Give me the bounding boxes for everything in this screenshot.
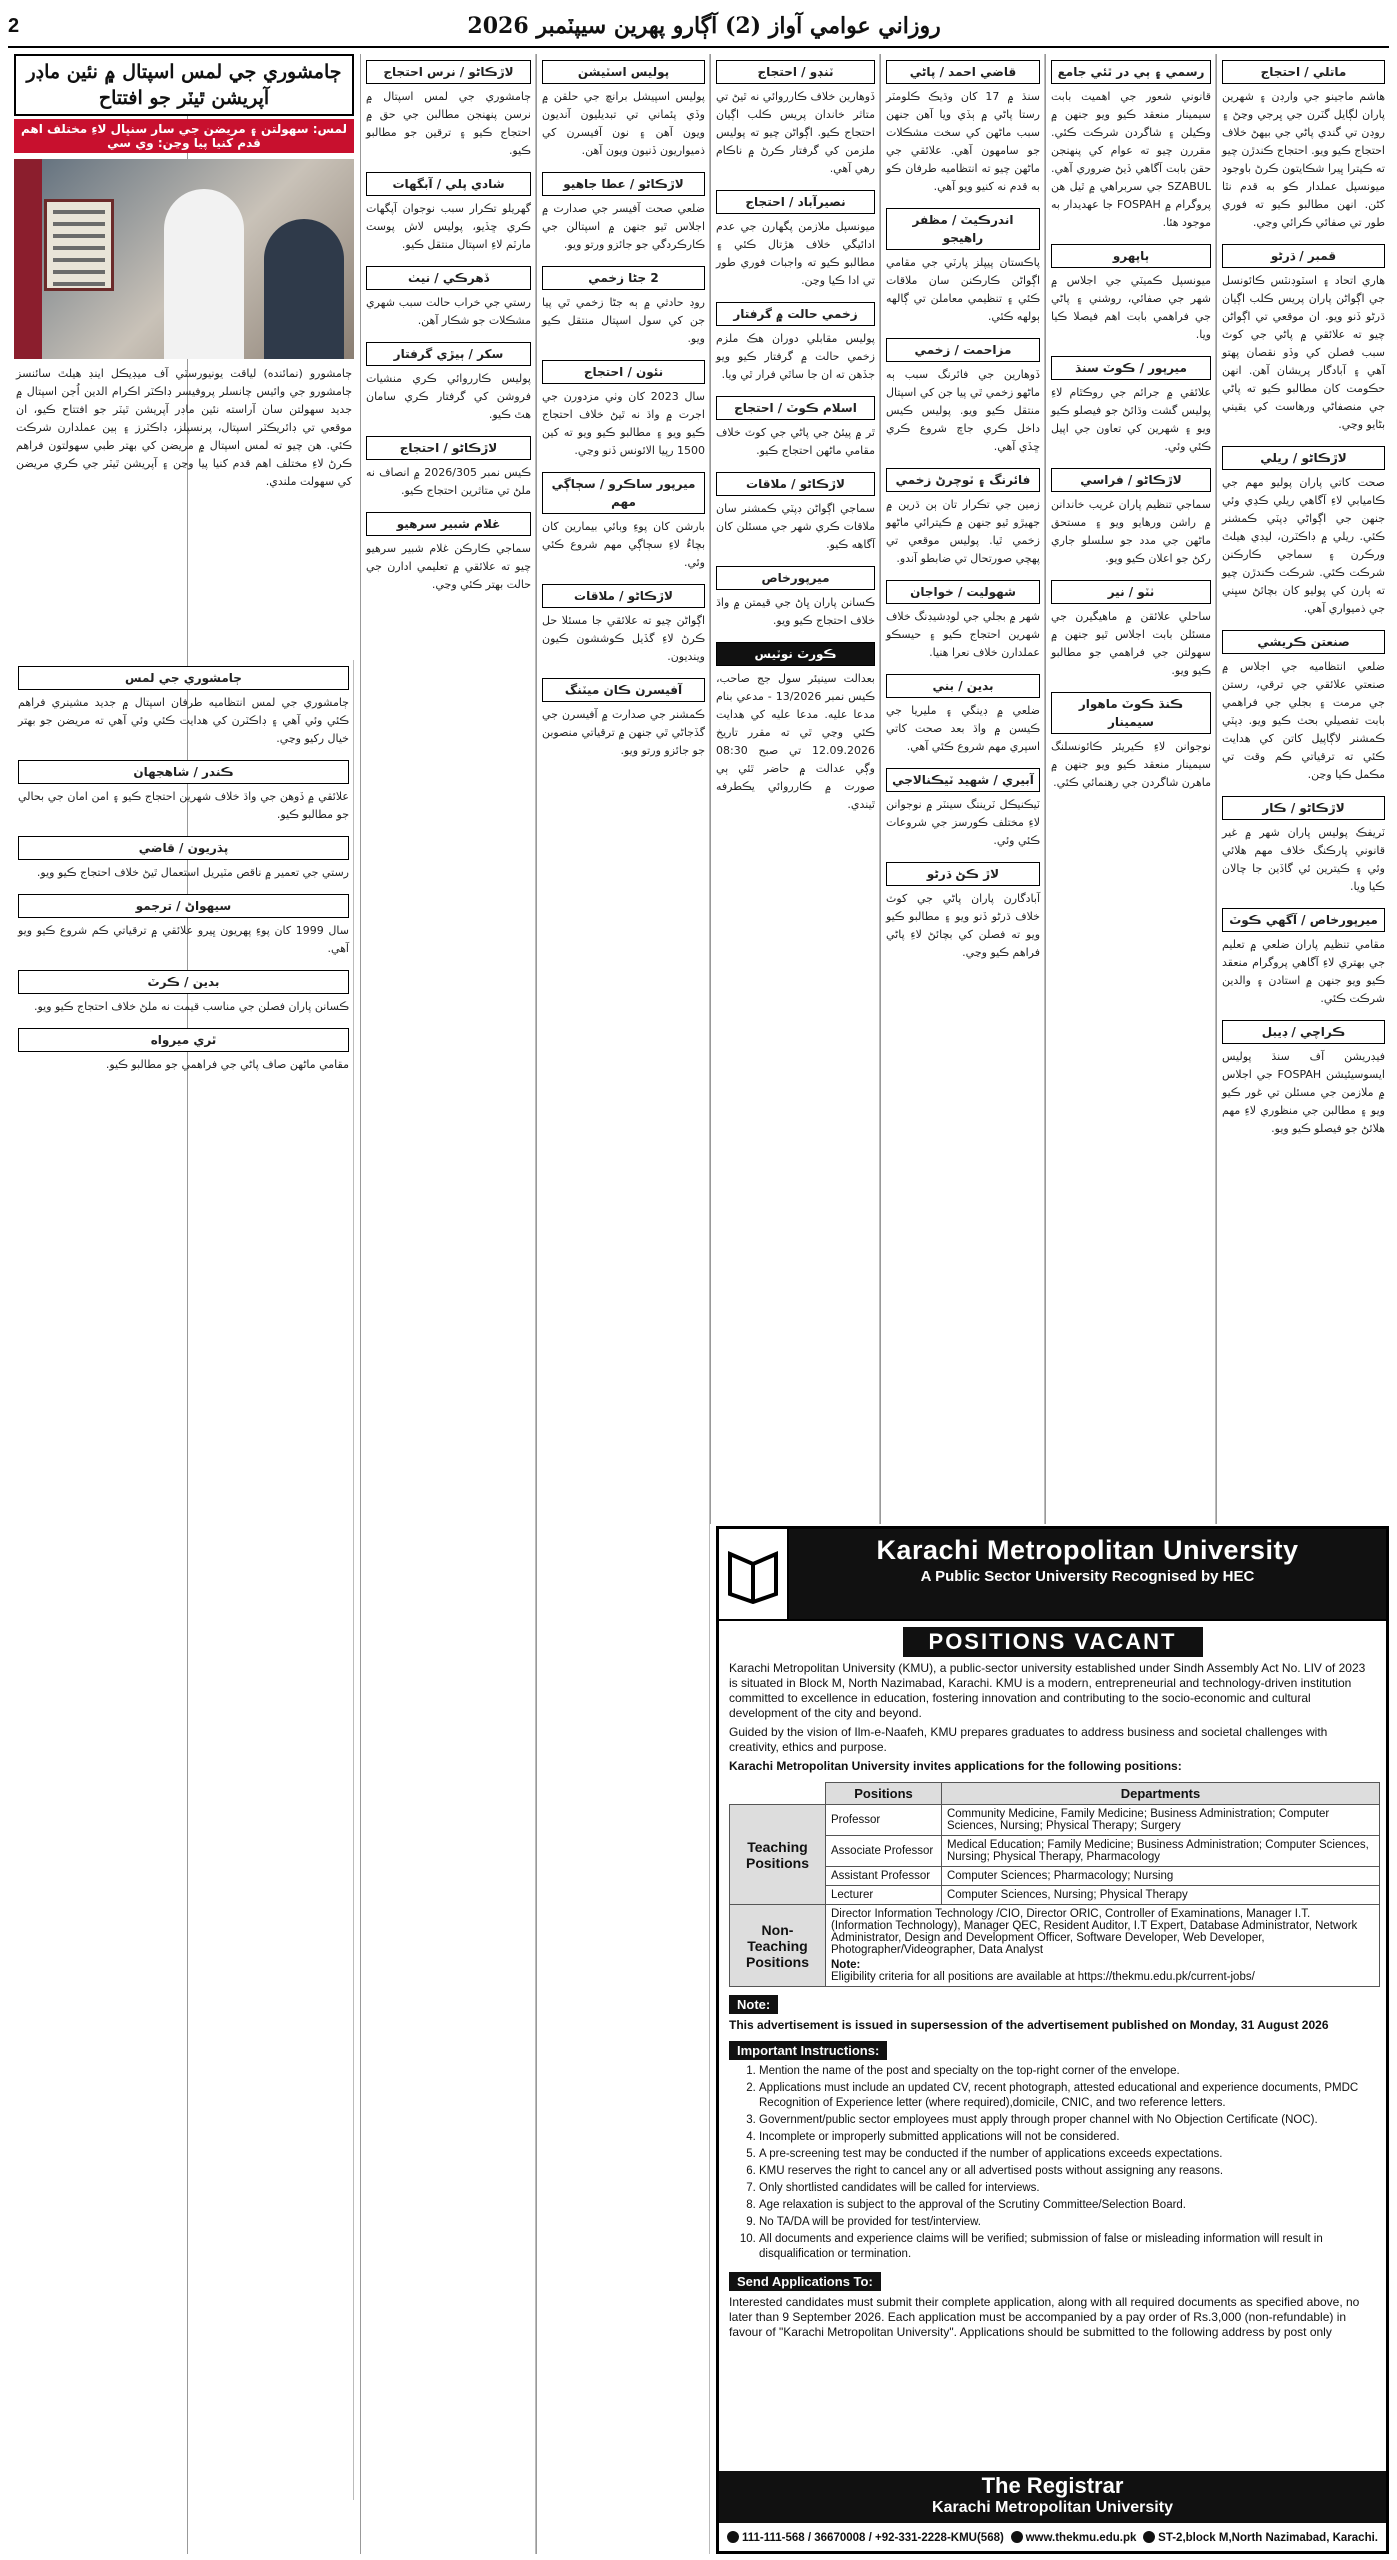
story-body: مقامي تنظيم پاران ضلعي ۾ تعليم جي بهتري لاءِ آگاهي پروگرام منعقد ڪيو ويو جنهن ۾ استادن ۽ والدين شرڪت ڪئي. xyxy=(1222,938,1385,1005)
departments-cell: Community Medicine, Family Medicine; Business Administration; Computer Sciences, Nursing; Physical Therapy; Surgery xyxy=(941,1805,1379,1836)
story-body: ڪسانن پاران ڀاڻ جي قيمتن ۾ واڌ خلاف احتجاج ڪيو ويو. xyxy=(716,596,875,627)
news-column-1 xyxy=(1218,54,1389,1524)
story-body: سال 1999 کان پوءِ پهريون ڀيرو علائقي ۾ ترقياتي ڪم شروع ڪيو ويو آهي. xyxy=(18,924,349,955)
news-story xyxy=(712,296,879,390)
instructions-list xyxy=(719,2060,1386,2262)
phone-icon xyxy=(727,2531,739,2543)
instruction-item: 10. All documents and experience claims will be verified; submission of false or misleading information will result in disqualification or termination. xyxy=(759,2232,1374,2262)
news-story xyxy=(362,166,535,260)
story-body: ضلعي صحت آفيسر جي صدارت ۾ اجلاس ٿيو جنهن ۾ اسپتالن جي ڪارڪردگي جو جائزو ورتو ويو. xyxy=(542,202,705,251)
story-body: ڄامشوري جي لمس انتظاميه طرفان اسپتال ۾ جديد مشينري فراهم ڪئي وئي آهي ۽ ڊاڪٽرن کي هدايت ڪئي وئي آهي ته مريضن جو بهتر خيال رکيو وڃي. xyxy=(18,696,349,745)
story-headline: لاڙڪاڻو / احتجاج xyxy=(366,436,531,460)
story-headline: 2 جڻا زخمي xyxy=(542,266,705,290)
story-headline: آبيري / شهيد ٽيڪنالاجي xyxy=(886,768,1040,792)
news-story xyxy=(362,260,535,336)
position-cell: Professor xyxy=(826,1805,942,1836)
story-headline: شهوليت / خواجان xyxy=(886,580,1040,604)
phone-info xyxy=(727,2531,1004,2544)
news-story xyxy=(14,660,353,754)
non-teaching-list: Director Information Technology /CIO, Director ORIC, Controller of Examinations, Manager I.T. (Information Technology), Manager QEC, Resident Auditor, I.T Expert, Database Administrator, Network Administrator, Design and Development Officer, Software Developer, Web Developer, Photographer/Videographer, Data Analyst xyxy=(831,1908,1358,1956)
story-headline: ماتلي / احتجاج xyxy=(1222,60,1385,84)
story-body: پوليس مقابلي دوران هڪ ملزم زخمي حالت ۾ گرفتار ڪيو ويو جڏهن ته ان جا ساٿي فرار ٿي ويا. xyxy=(716,332,875,381)
news-story xyxy=(1218,624,1389,790)
web-info xyxy=(1011,2531,1137,2544)
column-rule xyxy=(536,54,537,2554)
news-story xyxy=(538,578,709,672)
story-headline: پوليس اسٽيشن xyxy=(542,60,705,84)
story-headline: لاڙڪاڻو / ملاقات xyxy=(542,584,705,608)
story-headline: اندرڪيٽ / مظفر راهيجو xyxy=(886,208,1040,250)
story-body: ھاشم ماجينو جي وارڊن ۽ شهرين پاران لڳايل گٽرن جي ڀرجي وڃڻ ۽ روڊن تي گندي پاڻي جي بيهڻ خلاف احتجاج ڪيو ويو. احتجاج ڪندڙن چيو ته ڪيترا ڀيرا شڪايتون ڪرڻ باوجود ميونسپل عملدار ڪو به قدم نٿا کڻن. انهن مطالبو ڪيو ته فوري طور تي صفائي ڪرائي وڃي. xyxy=(1222,90,1385,229)
news-story xyxy=(538,260,709,354)
story-headline: ميرپورخاص xyxy=(716,566,875,590)
story-body: ميونسپل ڪميٽي جي اجلاس ۾ شهر جي صفائي، روشني ۽ پاڻي جي فراهمي بابت اهم فيصلا ڪيا ويا. xyxy=(1051,274,1211,341)
story-headline: نئون / احتجاج xyxy=(542,360,705,384)
story-body: شهر ۾ بجلي جي لوڊشيڊنگ خلاف شهرين احتجاج ڪيو ۽ حيسڪو عملدارن خلاف نعرا هنيا. xyxy=(886,610,1040,659)
column-rule xyxy=(1045,54,1046,1524)
curtain-shape xyxy=(14,159,42,359)
story-headline: ڪورٽ نوٽيس xyxy=(716,642,875,666)
send-label: Send Applications To: xyxy=(729,2272,881,2291)
story-body: ھاري اتحاد ۽ اسٽوڊنٽس ڪائونسل جي اڳواڻن پاران پريس ڪلب اڳيان ڌرڻو ڏنو ويو. ان موقعي تي اڳواڻن چيو ته علائقي ۾ پاڻي جي کوٽ سبب فصلن کي وڏو نقصان پهتو آهي ۽ آبادگار پريشان آهن. انهن حڪومت کان مطالبو ڪيو ته پاڻي جي منصفاڻي ورهاست کي يقيني بڻايو وڃي. xyxy=(1222,274,1385,431)
news-column-7 xyxy=(14,660,354,2500)
university-logo-icon xyxy=(719,1529,789,1619)
news-story xyxy=(1047,350,1215,462)
ad-invites: Karachi Metropolitan University invites applications for the following positions: xyxy=(729,1759,1182,1773)
plaque-shape xyxy=(44,199,114,291)
story-headline: ڪراچي / ڊيبل xyxy=(1222,1020,1385,1044)
send-text: Interested candidates must submit their complete application, along with all required documents as specified above, no later than 9 September 2026. Each application must be accompanied by a pay order of Rs.3,000 (non-refundable) in favour of "Karachi Metropolitan University". Applications should be submitted to the following address by post only xyxy=(729,2295,1360,2339)
news-story xyxy=(1218,54,1389,238)
story-body: فيڊريشن آف سنڌ پوليس ايسوسيئيشن FOSPAH جي اجلاس ۾ ملازمن جي مسئلن تي غور ڪيو ويو ۽ مطالبن جي منظوري لاءِ مهم هلائڻ جو فيصلو ڪيو ويو. xyxy=(1222,1050,1385,1135)
story-headline: لاڙڪاڻو / ڪار xyxy=(1222,796,1385,820)
story-body: ڏوهارين خلاف ڪارروائي نه ٿيڻ تي متاثر خاندان پريس ڪلب اڳيان احتجاج ڪيو. اڳواڻن چيو ته پوليس ملزمن کي گرفتار ڪرڻ ۾ ناڪام رهي آهي. xyxy=(716,90,875,175)
positions-vacant-banner: POSITIONS VACANT xyxy=(903,1627,1203,1657)
story-body: ڪيس نمبر 2026/305 ۾ انصاف نه ملڻ تي متاثرين احتجاج ڪيو. xyxy=(366,466,531,497)
news-story xyxy=(362,336,535,430)
news-story xyxy=(882,856,1044,968)
news-story xyxy=(1047,462,1215,574)
story-body: صحت کاتي پاران پوليو مهم جي ڪاميابي لاءِ آگاهي ريلي ڪڍي وئي جنهن جي اڳواڻي ڊپٽي ڪمشنر ڪئي. ريلي ۾ ڊاڪٽرن، ليڊي هيلٿ ورڪرن ۽ سماجي ڪارڪنن شرڪت ڪئي. شرڪت ڪندڙن چيو ته ٻارن کي پوليو کان بچائڻ سڀني جي ذميواري آهي. xyxy=(1222,476,1385,615)
news-story xyxy=(14,964,353,1022)
news-story xyxy=(712,390,879,466)
university-name: Karachi Metropolitan University xyxy=(876,1535,1299,1565)
news-story xyxy=(14,888,353,964)
news-story xyxy=(14,754,353,830)
column-rule xyxy=(710,54,711,1524)
story-headline: شادي پلي / آبگهات xyxy=(366,172,531,196)
story-headline: ميرپورخاص / آگهي ڪوٽ xyxy=(1222,908,1385,932)
job-advertisement xyxy=(716,1526,1389,2554)
story-headline: لاڙڪاڻو / ملاقات xyxy=(716,472,875,496)
story-body: سال 2023 کان وٺي مزدورن جي اجرت ۾ واڌ نه ٿيڻ خلاف احتجاج ڪيو ويو ۽ مطالبو ڪيو ويو ته کين 1500 رپيا الائونس ڏنو وڃي. xyxy=(542,390,706,457)
address-info xyxy=(1143,2531,1378,2544)
column-rule xyxy=(1216,54,1217,1524)
news-story xyxy=(1047,574,1215,686)
news-story xyxy=(1218,1014,1389,1144)
contact-bar xyxy=(719,2523,1386,2551)
story-headline: لاڙڪاڻو / فراسي xyxy=(1051,468,1211,492)
news-story xyxy=(882,54,1044,202)
story-headline: اسلام ڪوٽ / احتجاج xyxy=(716,396,875,420)
eligibility-text: Eligibility criteria for all positions are available at https://thekmu.edu.pk/current-jobs/ xyxy=(831,1971,1255,1983)
story-headline: آفيسرن ڪان ميٽنگ xyxy=(542,678,705,702)
story-headline: قمبر / ڌرڻو xyxy=(1222,244,1385,268)
news-story xyxy=(882,574,1044,668)
story-headline: ميرپور / ڪوٽ سنڌ xyxy=(1051,356,1211,380)
note-text: This advertisement is issued in supersession of the advertisement published on Monday, 31 August 2026 xyxy=(729,2018,1329,2032)
story-body: ٽريفڪ پوليس پاران شهر ۾ غير قانوني پارڪنگ خلاف مهم هلائي وئي ۽ ڪيترين ئي گاڏين جا چالان ڪيا ويا. xyxy=(1222,826,1385,893)
registrar-org: Karachi Metropolitan University xyxy=(932,2499,1173,2516)
instruction-item: 6. KMU reserves the right to cancel any or all advertised posts without assigning any reasons. xyxy=(759,2164,1374,2179)
story-headline: بدين / ڪرٽ xyxy=(18,970,349,994)
story-headline: لاڙڪاڻو / ريلي xyxy=(1222,446,1385,470)
instruction-item: 3. Government/public sector employees must apply through proper channel with No Objection Certificate (NOC). xyxy=(759,2113,1374,2128)
news-story xyxy=(712,560,879,636)
news-story xyxy=(538,672,709,766)
registrar-block xyxy=(719,2471,1386,2523)
news-story xyxy=(538,166,709,260)
instruction-item: 2. Applications must include an updated CV, recent photograph, attested educational and experience documents, PMDC Recognition of Experience letter (where required),domicile, CNIC, and two reference letters. xyxy=(759,2081,1374,2111)
instruction-item: 1. Mention the name of the post and specialty on the top-right corner of the envelope. xyxy=(759,2064,1374,2079)
news-story xyxy=(362,430,535,506)
instruction-item: 4. Incomplete or improperly submitted applications will not be considered. xyxy=(759,2130,1374,2145)
instruction-item: 9. No TA/DA will be provided for test/interview. xyxy=(759,2215,1374,2230)
story-body: نوجوانن لاءِ ڪيريئر ڪائونسلنگ سيمينار منعقد ڪيو ويو جنهن ۾ ماهرن شاگردن جي رهنمائي ڪئي. xyxy=(1051,740,1211,789)
position-cell: Lecturer xyxy=(826,1886,942,1905)
news-story xyxy=(362,506,535,600)
column-rule xyxy=(880,54,881,1524)
story-headline: ڄامشوري جي لمس xyxy=(18,666,349,690)
story-body: ضلعي انتظاميه جي اجلاس ۾ صنعتي علائقي جي ترقي، رستن جي مرمت ۽ بجلي جي فراهمي بابت تفصيلي بحث ڪيو ويو. ڊپٽي ڪمشنر لاڳاپيل کاتن کي هدايت ڪئي ته ترقياتي ڪم وقت تي مڪمل ڪيا وڃن. xyxy=(1222,660,1385,781)
address-text: ST-2,block M,North Nazimabad, Karachi. xyxy=(1158,2531,1378,2544)
news-story xyxy=(882,332,1044,462)
story-body: ضلعي ۾ ڊينگي ۽ مليريا جي ڪيسن ۾ واڌ بعد صحت کاتي اسپري مهم شروع ڪئي آهي. xyxy=(886,704,1040,753)
registrar-title: The Registrar xyxy=(981,2473,1124,2498)
instruction-item: 5. A pre-screening test may be conducted if the number of applications exceeds expectations. xyxy=(759,2147,1374,2162)
phone-text: 111-111-568 / 36670008 / +92-331-2228-KMU(568) xyxy=(742,2531,1004,2544)
news-column-2 xyxy=(1047,54,1216,1524)
story-headline: رسمي ۽ ٻي در ٿئي جامع xyxy=(1051,60,1211,84)
location-icon xyxy=(1143,2531,1155,2543)
story-body: ڪسانن پاران فصلن جي مناسب قيمت نه ملڻ خلاف احتجاج ڪيو ويو. xyxy=(33,1000,349,1013)
story-headline: ٽنڊو / احتجاج xyxy=(716,60,875,84)
news-story xyxy=(712,636,879,820)
story-body: علائقي ۾ جرائم جي روڪٿام لاءِ پوليس گشت وڌائڻ جو فيصلو ڪيو ويو ۽ شهرين کي تعاون جي اپيل ڪئي وئي. xyxy=(1051,386,1211,453)
story-body: رستي جي خراب حالت سبب شهري مشڪلات جو شڪار آهن. xyxy=(366,296,531,327)
positions-header: Positions xyxy=(826,1783,942,1805)
non-teaching-label: Non-Teaching Positions xyxy=(730,1905,826,1987)
teaching-label: Teaching Positions xyxy=(730,1805,826,1905)
story-body: پوليس اسپيشل برانچ جي حلقن ۾ وڏي پئماني تي تبديليون آنديون ويون آهن ۽ نون آفيسرن کي ذميواريون ڏنيون ويون آهن. xyxy=(542,90,705,157)
globe-icon xyxy=(1011,2531,1023,2543)
note-label: Note: xyxy=(729,1995,778,2014)
person-shape xyxy=(164,189,244,359)
news-story xyxy=(882,462,1044,574)
news-story xyxy=(538,54,709,166)
news-story xyxy=(538,466,709,578)
lead-body: ڄامشورو (نمائنده) لياقت يونيورسٽي آف ميڊيڪل اينڊ هيلٿ سائنسز ڄامشورو جي وائيس چانسلر پروفيسر ڊاڪٽر اڪرام الدين اُجن اسپتال ۾ جديد سهولتن سان آراسته نئين ماڊر آپريشن ٿيٽر جو افتتاح ڪيو، ان موقعي تي ڊائريڪٽر اسپتال، پرنسپلز، ڊاڪٽرز ۽ ٻين عملدارن شرڪت ڪئي. هن چيو ته لمس اسپتال ۾ مريضن کي بهتر طبي سهولتون فراهم ڪرڻ لاءِ مختلف اهم قدم کنيا پيا وڃن ۽ آپريشن ٿيٽر جي ڪري مريضن کي سهولت ملندي. xyxy=(16,367,352,488)
news-story xyxy=(882,668,1044,762)
instructions-label: Important Instructions: xyxy=(729,2041,887,2060)
story-headline: ڏهرڪي / نيٺ xyxy=(366,266,531,290)
story-body: روڊ حادثي ۾ ٻه جڻا زخمي ٿي پيا جن کي سول اسپتال منتقل ڪيو ويو. xyxy=(542,296,705,345)
university-tagline: A Public Sector University Recognised by HEC xyxy=(920,1568,1255,1585)
story-body: سماجي تنظيم پاران غريب خاندانن ۾ راشن ورهايو ويو ۽ مستحق ماڻهن جي مدد جو سلسلو جاري رکڻ جو اعلان ڪيو ويو. xyxy=(1051,498,1211,565)
story-body: ڪمشنر جي صدارت ۾ آفيسرن جي گڏجاڻي ٿي جنهن ۾ ترقياتي منصوبن جو جائزو ورتو ويو. xyxy=(542,708,705,757)
news-story xyxy=(538,354,709,466)
story-body: اڳواڻن چيو ته علائقي جا مسئلا حل ڪرڻ لاءِ گڏيل ڪوششون ڪيون وينديون. xyxy=(542,614,705,663)
story-headline: لاڙڪاڻو / نرس احتجاج xyxy=(366,60,531,84)
newspaper-title: روزاني عوامي آواز (2) آڳارو پھرين سيپٽمبر 2026 xyxy=(467,13,941,39)
story-body: سماجي اڳواڻن ڊپٽي ڪمشنر سان ملاقات ڪري شهر جي مسئلن کان آگاهه ڪيو. xyxy=(716,502,875,551)
news-column-5 xyxy=(538,54,710,2554)
news-column-4 xyxy=(712,54,880,1524)
positions-table xyxy=(729,1782,1380,1987)
story-headline: مزاحمت / زخمي xyxy=(886,338,1040,362)
story-body: آبادگارن پاران پاڻي جي کوٽ خلاف ڌرڻو ڏنو ويو ۽ مطالبو ڪيو ويو ته فصلن کي بچائڻ لاءِ پاڻي فراهم ڪيو وڃي. xyxy=(886,892,1040,959)
story-body: مقامي ماڻهن صاف پاڻي جي فراهمي جو مطالبو ڪيو. xyxy=(105,1058,349,1071)
lead-headline: ڄامشوري جي لمس اسپتال ۾ نئين ماڊر آپريشن ٿيٽر جو افتتاح xyxy=(14,54,354,116)
story-body: رستي جي تعمير ۾ ناقص مٽيريل استعمال ٿيڻ خلاف احتجاج ڪيو ويو. xyxy=(36,866,349,879)
news-story xyxy=(882,202,1044,332)
departments-header: Departments xyxy=(941,1783,1379,1805)
ad-intro: Karachi Metropolitan University (KMU), a public-sector university established under Sindh Assembly Act No. LIV of 2023 is situated in Block M, North Nazimabad, Karachi. KMU is a modern, entrepreneurial and technology-driven institution committed to excellence in education, fostering innovation and contributing to the socio-economic and cultural development of the city and beyond. xyxy=(729,1661,1366,1720)
lead-photo xyxy=(14,159,354,359)
departments-cell: Medical Education; Family Medicine; Business Administration; Computer Sciences, Nursing; Physical Therapy, Pharmacology xyxy=(941,1836,1379,1867)
news-story xyxy=(1218,440,1389,624)
story-body: علائقي ۾ ڏوهن جي واڌ خلاف شهرين احتجاج ڪيو ۽ امن امان جي بحالي جو مطالبو ڪيو. xyxy=(18,790,349,821)
column-rule xyxy=(360,54,361,2554)
story-body: گهريلو تڪرار سبب نوجوان آپگهات ڪري ڇڏيو، پوليس لاش پوسٽ مارٽم لاءِ اسپتال منتقل ڪيو. xyxy=(366,202,531,251)
ad-guided: Guided by the vision of Ilm-e-Naafeh, KMU prepares graduates to address business and societal challenges with creativity, ethics and purpose. xyxy=(729,1725,1328,1754)
website-link[interactable]: www.thekmu.edu.pk xyxy=(1025,2531,1137,2544)
story-body: پوليس ڪارروائي ڪري منشيات فروشن کي گرفتار ڪري سامان هٿ ڪيو. xyxy=(366,372,531,421)
news-story xyxy=(1047,54,1215,238)
news-column-3 xyxy=(882,54,1045,1524)
story-headline: ٺٽو / نير xyxy=(1051,580,1211,604)
story-body: ميونسپل ملازمن پگهارن جي عدم ادائيگي خلاف هڙتال ڪئي ۽ مطالبو ڪيو ته واجبات فوري طور تي ادا ڪيا وڃن. xyxy=(716,220,875,287)
lead-story xyxy=(14,54,354,654)
news-story xyxy=(1218,902,1389,1014)
instruction-item: 8. Age relaxation is subject to the approval of the Scrutiny Committee/Selection Board. xyxy=(759,2198,1374,2213)
story-headline: سکر / ٻيڙي گرفتار xyxy=(366,342,531,366)
news-story xyxy=(712,184,879,296)
story-headline: ڪندر / شاهجهان xyxy=(18,760,349,784)
news-column-6 xyxy=(362,54,536,2554)
story-body: قانوني شعور جي اهميت بابت سيمينار منعقد ڪيو ويو جنهن ۾ وڪيلن ۽ شاگردن شرڪت ڪئي. مقررن چيو ته عوام کي پنهنجن حقن بابت آگاهي ڏيڻ ضروري آهي. SZABUL جي سربراهي ۾ ٿيل هن پروگرام ۾ FOSPAH جا عهديدار به موجود هئا. xyxy=(1051,90,1211,229)
story-headline: زخمي حالت ۾ گرفتار xyxy=(716,302,875,326)
departments-cell: Computer Sciences; Pharmacology; Nursing xyxy=(941,1867,1379,1886)
person-shape xyxy=(264,219,344,359)
news-story xyxy=(712,54,879,184)
story-body: سماجي ڪارڪن غلام شبير سرهيو چيو ته علائقي ۾ تعليمي ادارن جي حالت بهتر ڪئي وڃي. xyxy=(366,542,531,591)
story-body: ڄامشوري جي لمس اسپتال ۾ نرسن پنهنجن مطالبن جي حق ۾ احتجاج ڪيو ۽ ترقين جو مطالبو ڪيو. xyxy=(366,90,531,157)
story-headline: ڪنڌ ڪوٽ ماهوار سيمينار xyxy=(1051,692,1211,734)
story-body: سنڌ ۾ 17 کان وڌيڪ ڪلومٽر رستا پاڻي ۾ ٻڏي ويا آهن جنهن سبب ماڻهن کي سخت مشڪلات جو سامهون آهي. علائقي جي ماڻهن چيو ته انتظاميه طرفان ڪو به قدم نه کنيو ويو آهي. xyxy=(886,90,1040,193)
story-headline: ميرپور ساڪرو / سڄاڳي مهم xyxy=(542,472,705,514)
departments-cell: Computer Sciences, Nursing; Physical Therapy xyxy=(941,1886,1379,1905)
position-cell: Assistant Professor xyxy=(826,1867,942,1886)
news-story xyxy=(1047,238,1215,350)
story-body: پاڪستان پيپلز پارٽي جي مقامي اڳواڻن ڪارڪنن سان ملاقات ڪئي ۽ تنظيمي معاملن تي ڳالهه ٻولهه ڪئي. xyxy=(886,256,1040,323)
story-headline: لاڙڪاڻو / عطا جاهيو xyxy=(542,172,705,196)
news-story xyxy=(1218,790,1389,902)
story-body: ساحلي علائقن ۾ ماهيگيرن جي مسئلن بابت اجلاس ٿيو جنهن ۾ سهولتن جي فراهمي جو مطالبو ڪيو ويو. xyxy=(1051,610,1211,677)
story-headline: بدين / بني xyxy=(886,674,1040,698)
instruction-item: 7. Only shortlisted candidates will be called for interviews. xyxy=(759,2181,1374,2196)
story-headline: ٿري ميرواه xyxy=(18,1028,349,1052)
story-headline: فائرنگ ۽ ٽوچرڻ زخمي xyxy=(886,468,1040,492)
story-headline: لاڙ ڪڻ ڌرڻو xyxy=(886,862,1040,886)
news-story xyxy=(712,466,879,560)
story-headline: نصيرآباد / احتجاج xyxy=(716,190,875,214)
position-cell: Associate Professor xyxy=(826,1836,942,1867)
story-headline: غلام شبير سرھيو xyxy=(366,512,531,536)
story-body: زمين جي تڪرار تان ٻن ڌرين ۾ جهيڙو ٿيو جنهن ۾ ڪيترائي ماڻهو زخمي ٿيا. پوليس موقعي تي پهچي صورتحال تي ضابطو آندو. xyxy=(886,498,1040,565)
masthead xyxy=(8,6,1389,48)
story-headline: ٻاپهرو xyxy=(1051,244,1211,268)
story-headline: قاضي احمد / پاڻي xyxy=(886,60,1040,84)
story-body: ڏوهارين جي فائرنگ سبب ٻه ماڻهو زخمي ٿي پيا جن کي اسپتال منتقل ڪيو ويو. پوليس ڪيس داخل ڪري جاچ شروع ڪري ڇڏي آهي. xyxy=(886,368,1040,453)
story-headline: پڌريون / قاضي xyxy=(18,836,349,860)
page-number: 2 xyxy=(8,14,20,37)
news-story xyxy=(362,54,535,166)
story-headline: سيهواڻ / ترجمو xyxy=(18,894,349,918)
lead-subhead: لمس: سهولتن ۽ مريضن جي سار سنڀال لاءِ مختلف اهم قدم کنيا پيا وڃن: وي سي xyxy=(14,119,354,153)
story-body: بعدالت سينيئر سول جج صاحب، ڪيس نمبر 13/2026 - مدعي بنام مدعا عليه. مدعا عليه کي هدايت ڪئي وڃي ٿي ته مقرر تاريخ 12.09.2026 تي صبح 08:30 وڳي عدالت ۾ حاضر ٿئي ٻي صورت ۾ ڪارروائي يڪطرفه ٿيندي. xyxy=(716,672,875,811)
news-story xyxy=(14,1022,353,1080)
story-body: بارشن کان پوءِ وبائي بيمارين کان بچاءُ لاءِ سڄاڳي مهم شروع ڪئي وئي. xyxy=(542,520,705,569)
eligibility-label: Note: xyxy=(831,1959,861,1971)
news-story xyxy=(882,762,1044,856)
story-body: ٽيڪنيڪل ٽريننگ سينٽر ۾ نوجوانن لاءِ مختلف ڪورسز جي شروعات ڪئي وئي. xyxy=(886,798,1040,847)
news-story xyxy=(1218,238,1389,440)
news-story xyxy=(14,830,353,888)
news-story xyxy=(1047,686,1215,798)
story-body: ٿر ۾ پيئڻ جي پاڻي جي کوٽ خلاف مقامي ماڻهن احتجاج ڪيو. xyxy=(716,426,875,457)
story-headline: صنعتن ڪريشي xyxy=(1222,630,1385,654)
